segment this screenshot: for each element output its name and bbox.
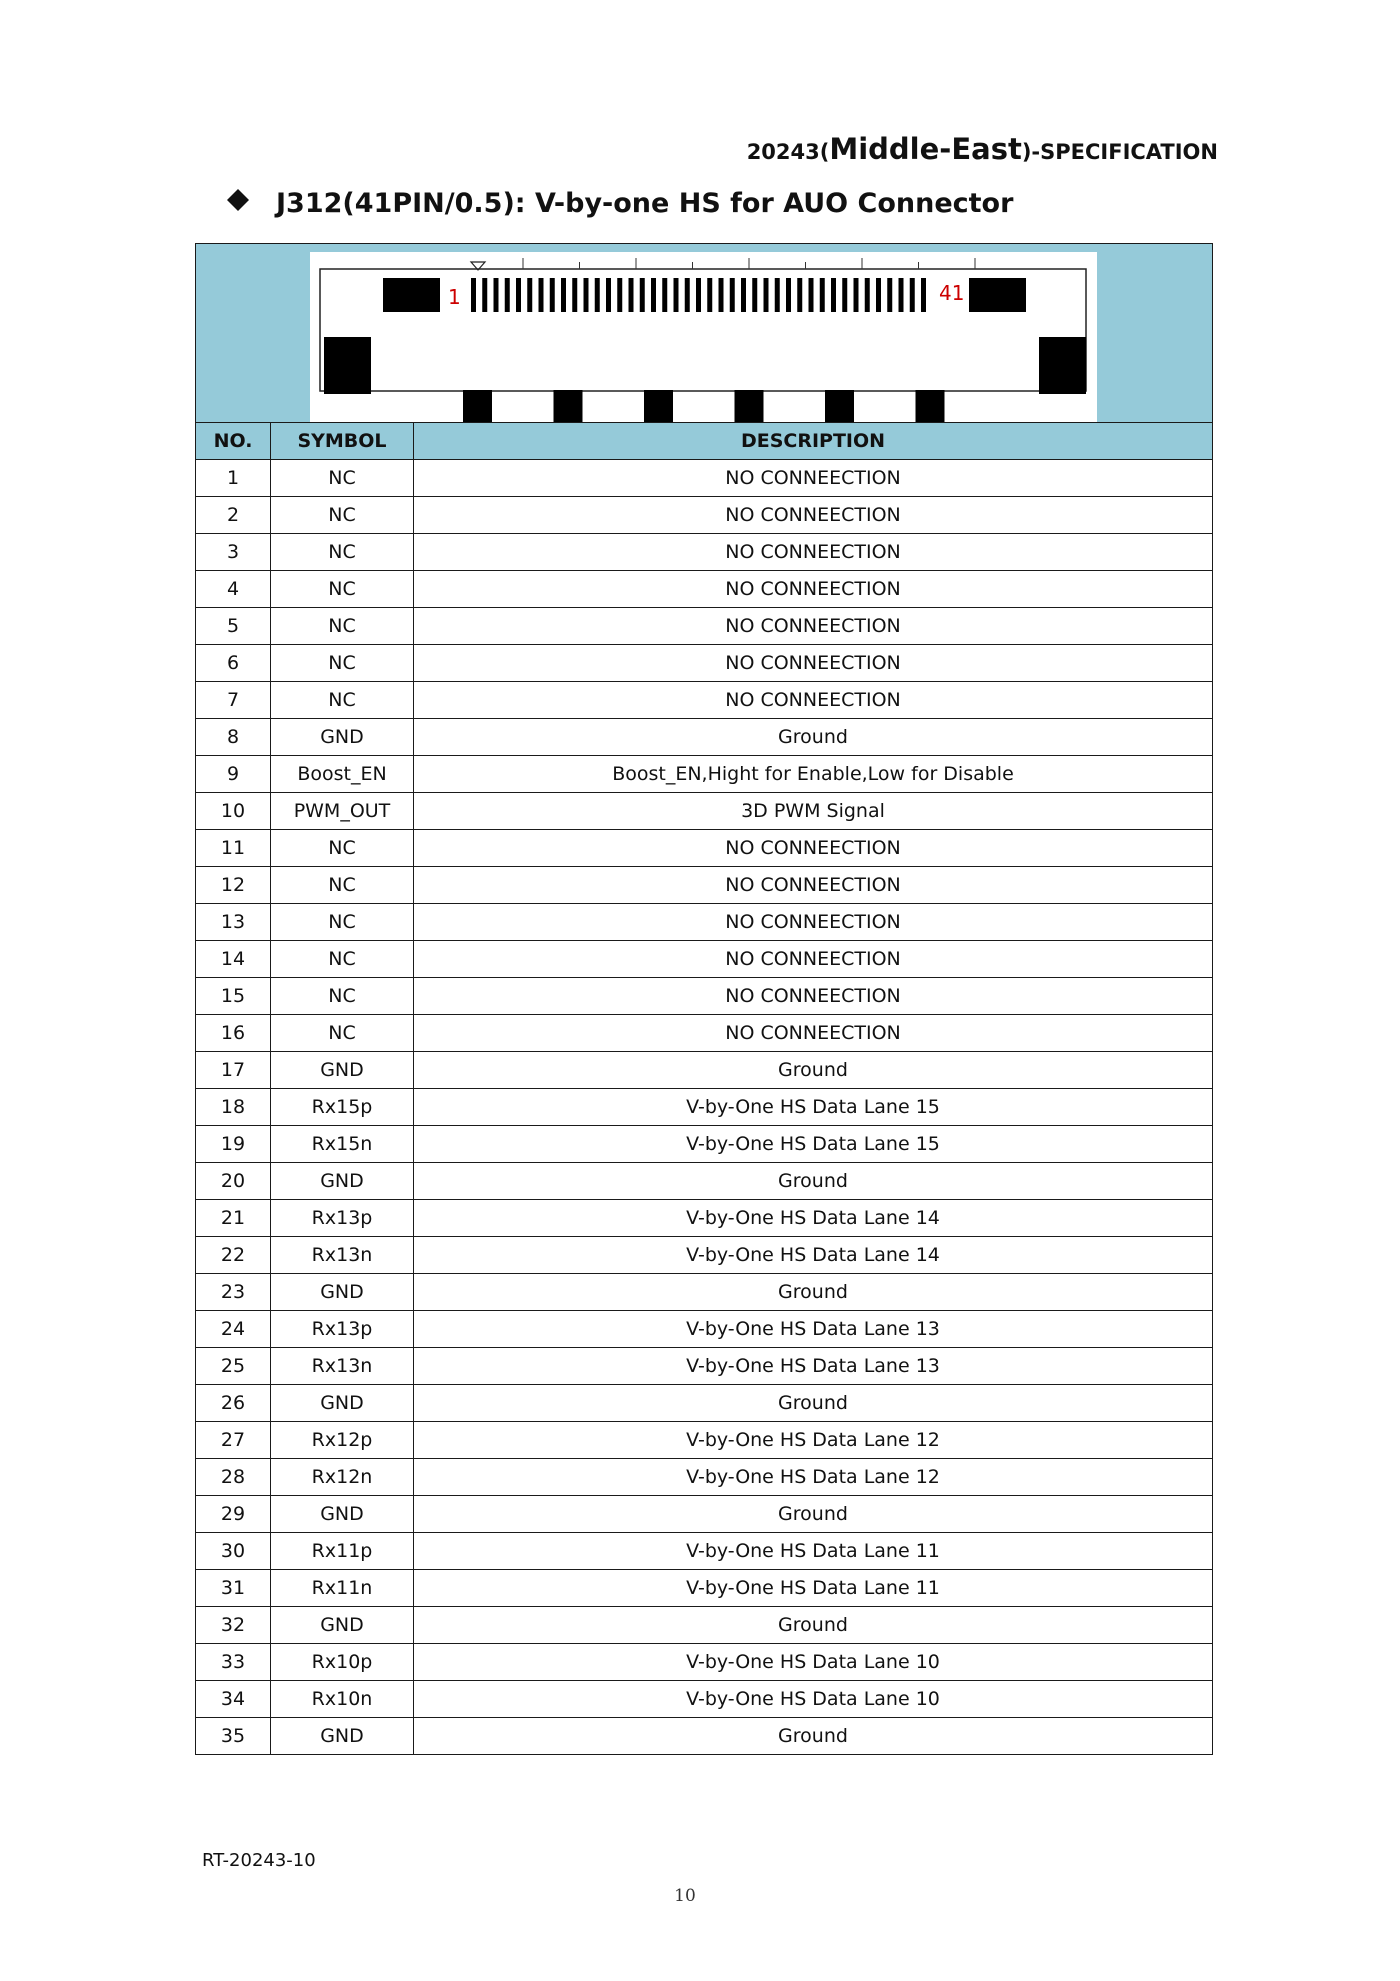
- cell-no: 4: [196, 571, 271, 608]
- cell-description: Ground: [414, 1052, 1213, 1089]
- cell-description: 3D PWM Signal: [414, 793, 1213, 830]
- table-row: [196, 1126, 1213, 1163]
- connector-pin: [899, 278, 904, 312]
- header-prefix: 20243(: [746, 140, 830, 164]
- column-header-description: DESCRIPTION: [414, 423, 1213, 460]
- table-row: [196, 1533, 1213, 1570]
- bottom-tab: [644, 390, 673, 422]
- cell-no: 29: [196, 1496, 271, 1533]
- cell-description: Boost_EN,Hight for Enable,Low for Disable: [414, 756, 1213, 793]
- cell-description: NO CONNEECTION: [414, 830, 1213, 867]
- cell-symbol: Rx11p: [271, 1533, 414, 1570]
- cell-symbol: GND: [271, 1718, 414, 1755]
- table-row: [196, 608, 1213, 645]
- table-row: [196, 756, 1213, 793]
- section-title: [226, 188, 1013, 219]
- cell-description: NO CONNEECTION: [414, 682, 1213, 719]
- cell-no: 7: [196, 682, 271, 719]
- bottom-tab: [554, 390, 583, 422]
- cell-symbol: NC: [271, 978, 414, 1015]
- cell-symbol: Rx11n: [271, 1570, 414, 1607]
- table-row: [196, 645, 1213, 682]
- connector-pin: [674, 278, 679, 312]
- cell-no: 22: [196, 1237, 271, 1274]
- cell-symbol: NC: [271, 830, 414, 867]
- diamond-icon: [226, 188, 254, 219]
- connector-pin: [775, 278, 780, 312]
- pin-last-label: 41: [939, 281, 965, 305]
- connector-pin: [685, 278, 690, 312]
- cell-description: NO CONNEECTION: [414, 497, 1213, 534]
- connector-pin: [651, 278, 656, 312]
- cell-no: 35: [196, 1718, 271, 1755]
- cell-no: 19: [196, 1126, 271, 1163]
- cell-symbol: Rx13n: [271, 1237, 414, 1274]
- table-row: [196, 497, 1213, 534]
- connector-pin: [471, 278, 476, 312]
- connector-pin: [662, 278, 667, 312]
- connector-pin: [876, 278, 881, 312]
- cell-symbol: Rx12n: [271, 1459, 414, 1496]
- diagram-background: [310, 252, 1097, 422]
- table-row: [196, 830, 1213, 867]
- cell-symbol: NC: [271, 571, 414, 608]
- table-row: [196, 1163, 1213, 1200]
- connector-pin: [831, 278, 836, 312]
- connector-pin: [640, 278, 645, 312]
- connector-pin: [572, 278, 577, 312]
- cell-description: NO CONNEECTION: [414, 867, 1213, 904]
- connector-pin: [527, 278, 532, 312]
- table-row: [196, 1089, 1213, 1126]
- cell-symbol: Rx10p: [271, 1644, 414, 1681]
- cell-description: Ground: [414, 719, 1213, 756]
- cell-description: NO CONNEECTION: [414, 1015, 1213, 1052]
- cell-no: 10: [196, 793, 271, 830]
- connector-pin: [752, 278, 757, 312]
- connector-pin: [719, 278, 724, 312]
- cell-symbol: Rx15p: [271, 1089, 414, 1126]
- cell-description: V-by-One HS Data Lane 13: [414, 1311, 1213, 1348]
- cell-description: Ground: [414, 1607, 1213, 1644]
- cell-no: 34: [196, 1681, 271, 1718]
- bottom-tab: [825, 390, 854, 422]
- connector-pin: [865, 278, 870, 312]
- connector-pin: [887, 278, 892, 312]
- cell-description: NO CONNEECTION: [414, 941, 1213, 978]
- cell-description: V-by-One HS Data Lane 11: [414, 1533, 1213, 1570]
- cell-no: 11: [196, 830, 271, 867]
- connector-pin: [921, 278, 926, 312]
- cell-description: V-by-One HS Data Lane 15: [414, 1089, 1213, 1126]
- connector-pin: [730, 278, 735, 312]
- table-row: [196, 1681, 1213, 1718]
- document-code: RT-20243-10: [202, 1850, 316, 1871]
- cell-symbol: GND: [271, 1163, 414, 1200]
- connector-pin: [910, 278, 915, 312]
- cell-no: 24: [196, 1311, 271, 1348]
- cell-symbol: NC: [271, 645, 414, 682]
- right-mount-tab: [1039, 337, 1086, 394]
- pin-first-label: 1: [448, 285, 461, 309]
- cell-symbol: PWM_OUT: [271, 793, 414, 830]
- table-row: [196, 682, 1213, 719]
- cell-no: 32: [196, 1607, 271, 1644]
- table-row: [196, 1385, 1213, 1422]
- cell-description: V-by-One HS Data Lane 10: [414, 1644, 1213, 1681]
- table-row: [196, 1237, 1213, 1274]
- table-row: [196, 867, 1213, 904]
- cell-no: 17: [196, 1052, 271, 1089]
- cell-symbol: NC: [271, 867, 414, 904]
- cell-symbol: Boost_EN: [271, 756, 414, 793]
- cell-symbol: NC: [271, 682, 414, 719]
- cell-description: V-by-One HS Data Lane 14: [414, 1237, 1213, 1274]
- table-row: [196, 719, 1213, 756]
- cell-no: 27: [196, 1422, 271, 1459]
- connector-pin: [696, 278, 701, 312]
- bottom-tab: [916, 390, 945, 422]
- table-header-row: [196, 423, 1213, 460]
- pinout-table: [195, 243, 1213, 1755]
- header-suffix: )-SPECIFICATION: [1021, 140, 1218, 164]
- cell-no: 3: [196, 534, 271, 571]
- connector-pin: [505, 278, 510, 312]
- cell-symbol: Rx13p: [271, 1311, 414, 1348]
- cell-symbol: GND: [271, 1385, 414, 1422]
- cell-description: Ground: [414, 1718, 1213, 1755]
- cell-symbol: GND: [271, 1052, 414, 1089]
- right-latch: [969, 278, 1026, 312]
- connector-diagram: [196, 244, 1212, 422]
- cell-no: 30: [196, 1533, 271, 1570]
- table-row: [196, 941, 1213, 978]
- cell-symbol: NC: [271, 1015, 414, 1052]
- connector-pin: [584, 278, 589, 312]
- connector-diagram-cell: [196, 244, 1213, 423]
- page-number: 10: [674, 1886, 696, 1906]
- cell-symbol: GND: [271, 1496, 414, 1533]
- table-row: [196, 1200, 1213, 1237]
- connector-pin: [786, 278, 791, 312]
- cell-no: 8: [196, 719, 271, 756]
- cell-no: 5: [196, 608, 271, 645]
- table-row: [196, 1644, 1213, 1681]
- connector-pin: [595, 278, 600, 312]
- cell-no: 21: [196, 1200, 271, 1237]
- table-row: [196, 1718, 1213, 1755]
- cell-no: 18: [196, 1089, 271, 1126]
- cell-no: 12: [196, 867, 271, 904]
- bottom-tab: [735, 390, 764, 422]
- cell-no: 25: [196, 1348, 271, 1385]
- table-row: [196, 1459, 1213, 1496]
- table-row: [196, 904, 1213, 941]
- table-row: [196, 1496, 1213, 1533]
- cell-description: NO CONNEECTION: [414, 608, 1213, 645]
- table-row: [196, 1570, 1213, 1607]
- cell-no: 14: [196, 941, 271, 978]
- cell-symbol: Rx15n: [271, 1126, 414, 1163]
- table-row: [196, 978, 1213, 1015]
- cell-symbol: Rx13n: [271, 1348, 414, 1385]
- table-row: [196, 534, 1213, 571]
- cell-symbol: GND: [271, 719, 414, 756]
- connector-pin: [820, 278, 825, 312]
- cell-symbol: NC: [271, 608, 414, 645]
- cell-symbol: NC: [271, 497, 414, 534]
- cell-description: Ground: [414, 1385, 1213, 1422]
- cell-description: V-by-One HS Data Lane 13: [414, 1348, 1213, 1385]
- cell-no: 15: [196, 978, 271, 1015]
- connector-pin: [482, 278, 487, 312]
- cell-no: 16: [196, 1015, 271, 1052]
- cell-symbol: GND: [271, 1607, 414, 1644]
- cell-symbol: Rx12p: [271, 1422, 414, 1459]
- cell-description: NO CONNEECTION: [414, 460, 1213, 497]
- table-row: [196, 793, 1213, 830]
- column-header-no: NO.: [196, 423, 271, 460]
- connector-pin: [741, 278, 746, 312]
- cell-no: 31: [196, 1570, 271, 1607]
- cell-description: NO CONNEECTION: [414, 534, 1213, 571]
- cell-no: 6: [196, 645, 271, 682]
- connector-pin: [707, 278, 712, 312]
- connector-pin: [854, 278, 859, 312]
- cell-symbol: NC: [271, 904, 414, 941]
- bottom-tab: [463, 390, 492, 422]
- cell-description: NO CONNEECTION: [414, 904, 1213, 941]
- table-row: [196, 1422, 1213, 1459]
- cell-no: 1: [196, 460, 271, 497]
- cell-symbol: NC: [271, 534, 414, 571]
- connector-pin: [516, 278, 521, 312]
- cell-description: Ground: [414, 1163, 1213, 1200]
- header-region: Middle-East: [829, 132, 1022, 166]
- table-row: [196, 460, 1213, 497]
- diagram-row: [196, 244, 1213, 423]
- connector-pin: [606, 278, 611, 312]
- table-row: [196, 1274, 1213, 1311]
- document-header: [747, 132, 1218, 166]
- cell-no: 13: [196, 904, 271, 941]
- cell-description: V-by-One HS Data Lane 12: [414, 1422, 1213, 1459]
- cell-symbol: Rx13p: [271, 1200, 414, 1237]
- connector-pin: [561, 278, 566, 312]
- table-row: [196, 1052, 1213, 1089]
- table-row: [196, 1348, 1213, 1385]
- cell-no: 33: [196, 1644, 271, 1681]
- cell-description: V-by-One HS Data Lane 10: [414, 1681, 1213, 1718]
- cell-description: V-by-One HS Data Lane 14: [414, 1200, 1213, 1237]
- connector-pin: [550, 278, 555, 312]
- section-title-text: J312(41PIN/0.5): V-by-one HS for AUO Connector: [276, 188, 1014, 219]
- connector-pin: [629, 278, 634, 312]
- table-row: [196, 1015, 1213, 1052]
- cell-description: NO CONNEECTION: [414, 571, 1213, 608]
- cell-description: Ground: [414, 1496, 1213, 1533]
- connector-pin: [842, 278, 847, 312]
- column-header-symbol: SYMBOL: [271, 423, 414, 460]
- cell-symbol: NC: [271, 941, 414, 978]
- connector-pin: [809, 278, 814, 312]
- cell-description: V-by-One HS Data Lane 11: [414, 1570, 1213, 1607]
- cell-no: 9: [196, 756, 271, 793]
- connector-pin: [797, 278, 802, 312]
- connector-pin: [764, 278, 769, 312]
- cell-description: V-by-One HS Data Lane 12: [414, 1459, 1213, 1496]
- cell-no: 23: [196, 1274, 271, 1311]
- cell-no: 20: [196, 1163, 271, 1200]
- connector-pin: [539, 278, 544, 312]
- cell-description: Ground: [414, 1274, 1213, 1311]
- cell-description: NO CONNEECTION: [414, 645, 1213, 682]
- table-row: [196, 1607, 1213, 1644]
- cell-symbol: Rx10n: [271, 1681, 414, 1718]
- cell-no: 26: [196, 1385, 271, 1422]
- left-latch: [383, 278, 440, 312]
- cell-no: 28: [196, 1459, 271, 1496]
- left-mount-tab: [324, 337, 371, 394]
- connector-pin: [494, 278, 499, 312]
- cell-description: NO CONNEECTION: [414, 978, 1213, 1015]
- table-row: [196, 571, 1213, 608]
- cell-no: 2: [196, 497, 271, 534]
- connector-pin: [617, 278, 622, 312]
- cell-description: V-by-One HS Data Lane 15: [414, 1126, 1213, 1163]
- table-row: [196, 1311, 1213, 1348]
- cell-symbol: NC: [271, 460, 414, 497]
- cell-symbol: GND: [271, 1274, 414, 1311]
- pin-array: [471, 278, 926, 312]
